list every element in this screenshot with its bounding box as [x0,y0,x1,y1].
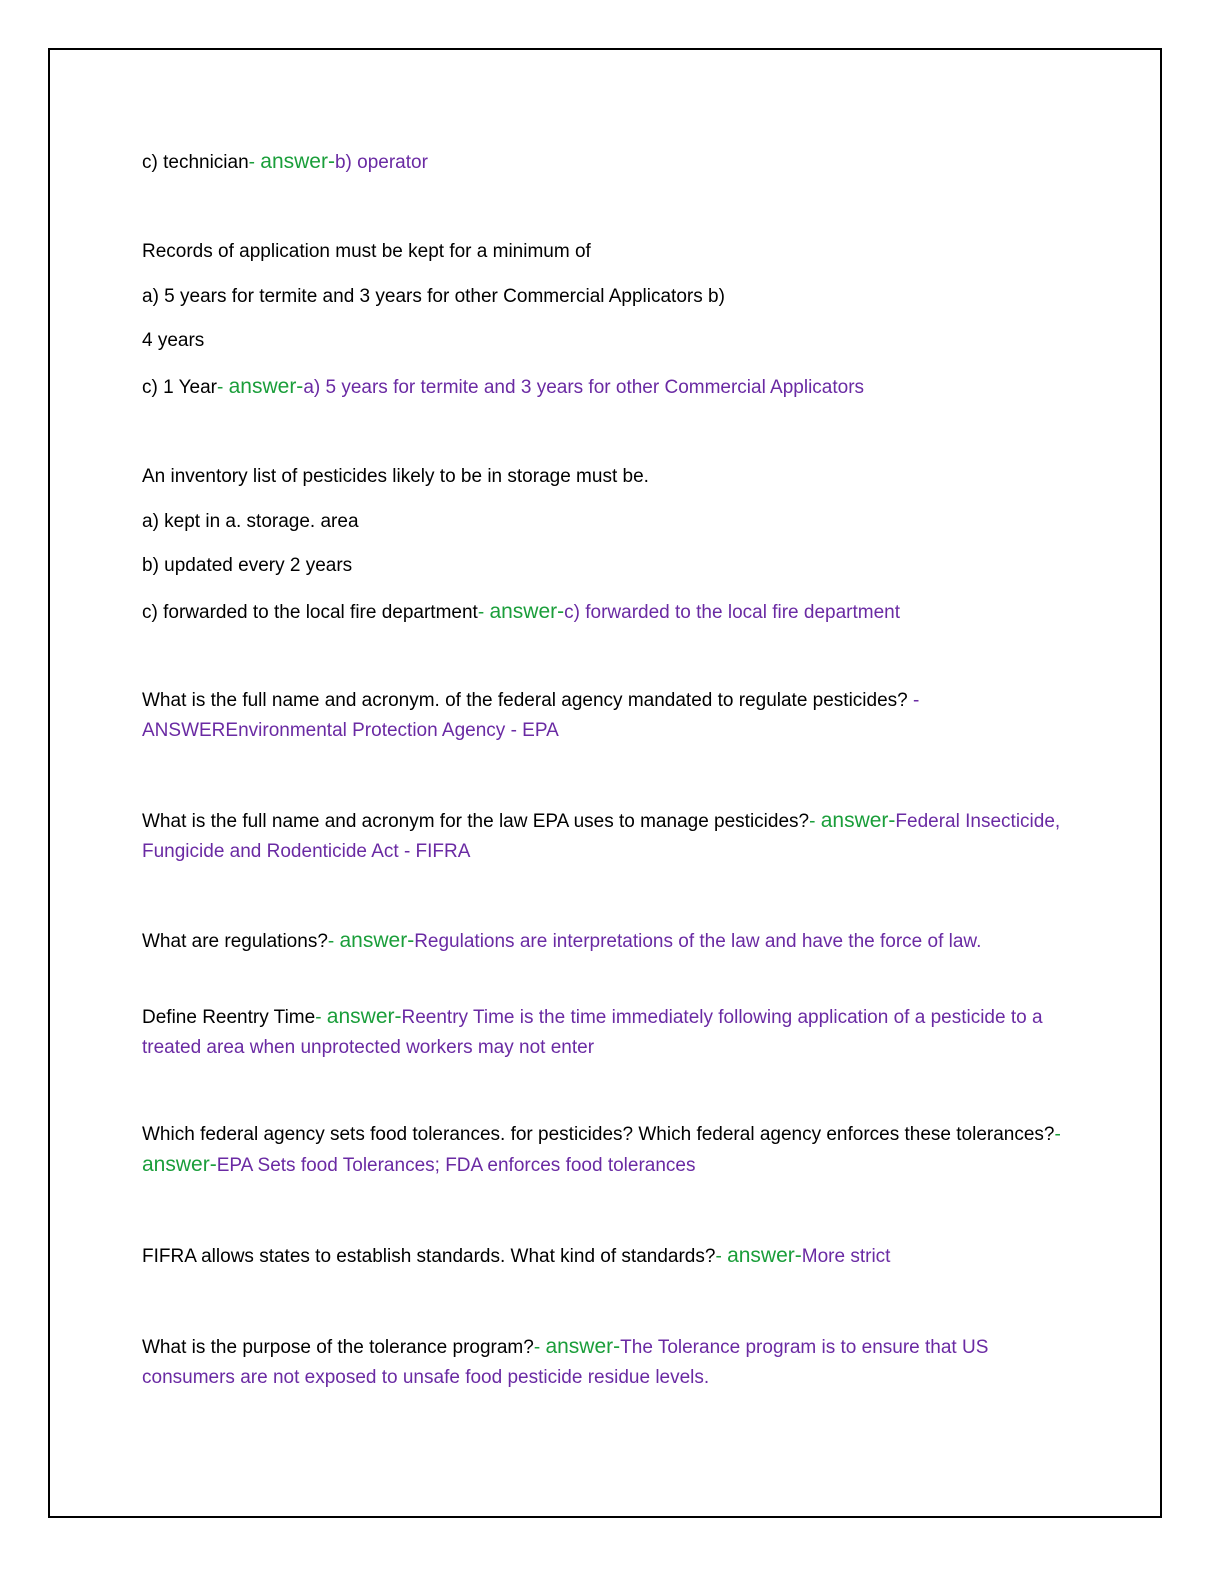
answer-text: Regulations are interpretations of the law and have the force of law. [414,931,982,952]
question-line: An inventory list of pesticides likely to be in storage must be. [142,466,649,487]
qa-item-tolerance-program [142,1332,1072,1393]
separator: - [248,152,261,173]
answer-text: Federal Insecticide, Fungicide and Rodenticide Act - FIFRA [142,811,1061,862]
qa-item-reentry-time [142,1002,1072,1063]
answer-text: The Tolerance program is to ensure that US consumers are not exposed to unsafe food pesticide residue levels. [142,1337,989,1388]
qa-item-records [142,372,864,403]
separator: - [315,1007,327,1028]
question-text: FIFRA allows states to establish standards. What kind of standards? [142,1246,716,1267]
separator: - [907,690,920,711]
option-line: c) 1 Year [142,377,217,398]
question-text: What are regulations? [142,931,328,952]
qa-item-state-standards [142,1241,1072,1272]
answer-text: c) forwarded to the local fire department [564,602,900,623]
answer-text: b) operator [334,152,428,173]
question-text: What is the purpose of the tolerance program? [142,1337,534,1358]
separator: - [1054,1124,1061,1145]
separator: - [217,377,229,398]
separator: - [327,931,340,952]
qa-item-regulations [142,926,1072,957]
option-line: c) forwarded to the local fire department [142,602,478,623]
separator: - [809,811,821,832]
separator: - [477,602,490,623]
qa-item-law-name [142,806,1072,867]
answer-text: a) 5 years for termite and 3 years for other Commercial Applicators [303,377,865,398]
answer-keyword: ANSWER [142,720,226,741]
answer-text: Reentry Time is the time immediately following application of a pesticide to a treated area when unprotected workers may not enter [142,1007,1043,1058]
qa-item-food-tolerances [142,1120,1072,1181]
answer-keyword: answer- [339,929,415,952]
qa-item-inventory [142,597,900,628]
option-line: 4 years [142,330,205,351]
separator: - [715,1246,728,1267]
page-border [48,48,1162,1518]
answer-keyword: answer- [228,375,304,398]
answer-keyword: answer- [489,600,565,623]
answer-keyword: answer- [326,1005,402,1028]
question-line: c) technician [142,152,249,173]
separator: - [533,1337,546,1358]
option-line: a) 5 years for termite and 3 years for other Commercial Applicators b) [142,286,725,307]
question-text: Define Reentry Time [142,1007,316,1028]
answer-keyword: answer- [142,1153,217,1176]
question-text: What is the full name and acronym. of the federal agency mandated to regulate pesticides? [142,690,908,711]
answer-keyword: answer- [545,1335,621,1358]
qa-item-technician [142,147,428,178]
qa-item-federal-agency [142,686,1072,746]
answer-keyword: answer- [260,150,335,173]
answer-text: EPA Sets food Tolerances; FDA enforces food tolerances [216,1155,696,1176]
answer-text: More strict [801,1246,891,1267]
answer-text: Environmental Protection Agency - EPA [225,720,559,741]
answer-keyword: answer- [820,809,896,832]
option-line: b) updated every 2 years [142,555,353,576]
question-line: Records of application must be kept for a minimum of [142,241,591,262]
option-line: a) kept in a. storage. area [142,511,359,532]
question-text: What is the full name and acronym for the law EPA uses to manage pesticides? [142,811,810,832]
question-text: Which federal agency sets food tolerances. for pesticides? Which federal agency enforces these tolerances? [142,1124,1055,1145]
answer-keyword: answer- [727,1244,802,1267]
